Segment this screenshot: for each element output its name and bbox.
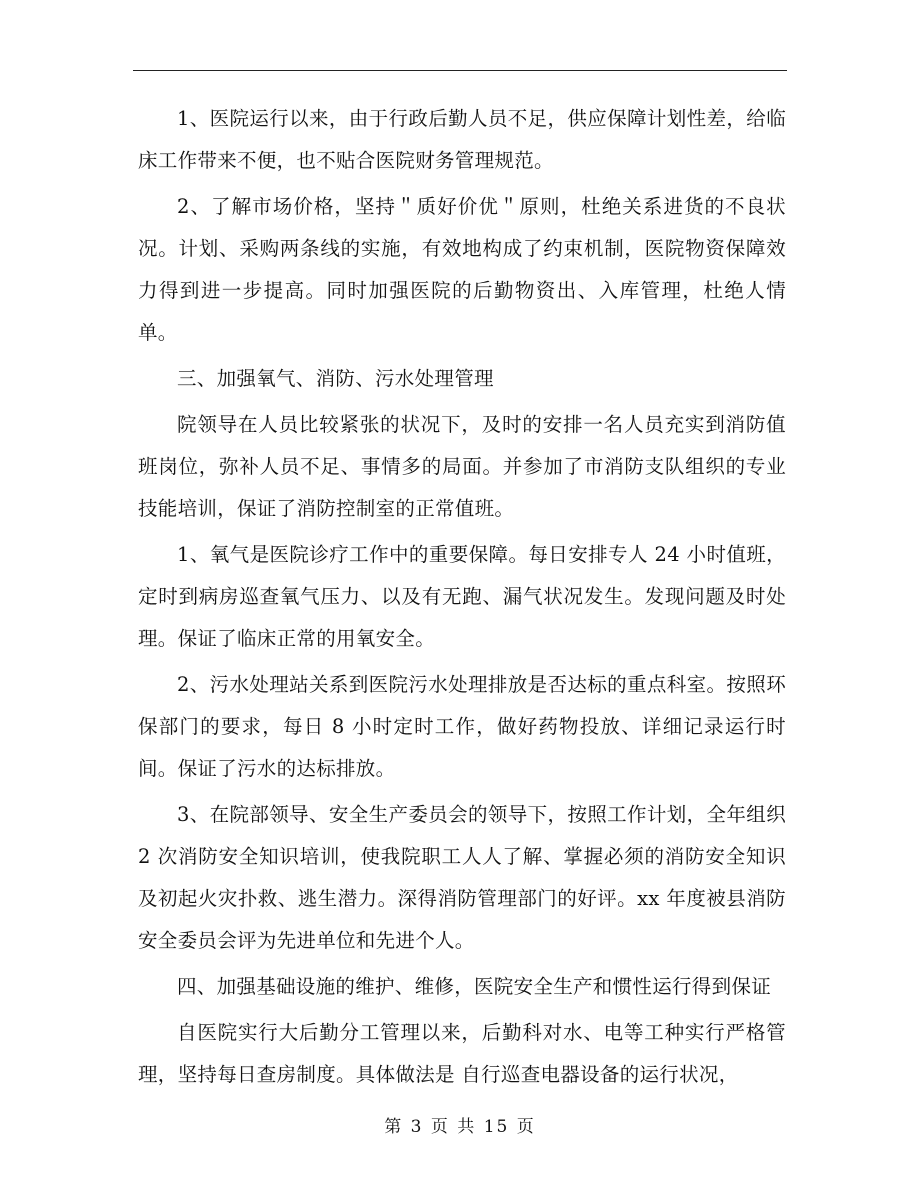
header-rule [133, 70, 787, 71]
paragraph-item-2: 2、了解市场价格，坚持＂质好价优＂原则，杜绝关系进货的不良状况。计划、采购两条线的实施，有效地构成了约束机制，医院物资保障效力得到进一步提高。同时加强医院的后勤物资出、入库管理，杜绝人情单。 [138, 195, 786, 344]
paragraph-fire-duty: 院领导在人员比较紧张的状况下，及时的安排一名人员充实到消防值班岗位，弥补人员不足、事情多的局面。并参加了市消防支队组织的专业技能培训，保证了消防控制室的正常值班。 [138, 413, 786, 520]
paragraph-item-1: 1、医院运行以来，由于行政后勤人员不足，供应保障计划性差，给临床工作带来不便，也不贴合医院财务管理规范。 [138, 107, 786, 172]
section-heading-4: 四、加强基础设施的维护、维修，医院安全生产和惯性运行得到保证 [177, 975, 772, 998]
paragraph-oxygen: 1、氧气是医院诊疗工作中的重要保障。每日安排专人 24 小时值班，定时到病房巡查氧气压力、以及有无跑、漏气状况发生。发现问题及时处理。保证了临床正常的用氧安全。 [138, 543, 786, 650]
paragraph-logistics: 自医院实行大后勤分工管理以来，后勤科对水、电等工种实行严格管理，坚持每日查房制度。具体做法是 自行巡查电器设备的运行状况， [138, 1021, 786, 1086]
page-number: 第 3 页 共 15 页 [384, 1117, 536, 1137]
document-body [138, 98, 786, 1100]
paragraph-sewage: 2、污水处理站关系到医院污水处理排放是否达标的重点科室。按照环保部门的要求，每日 8 小时定时工作，做好药物投放、详细记录运行时间。保证了污水的达标排放。 [138, 673, 786, 780]
section-heading-3: 三、加强氧气、消防、污水处理管理 [177, 367, 494, 390]
paragraph-fire-training: 3、在院部领导、安全生产委员会的领导下，按照工作计划，全年组织 2 次消防安全知识培训，使我院职工人人了解、掌握必须的消防安全知识及初起火灾扑救、逃生潜力。深得消防管理部门的好评。xx 年度被县消防安全委员会评为先进单位和先进个人。 [138, 803, 786, 952]
